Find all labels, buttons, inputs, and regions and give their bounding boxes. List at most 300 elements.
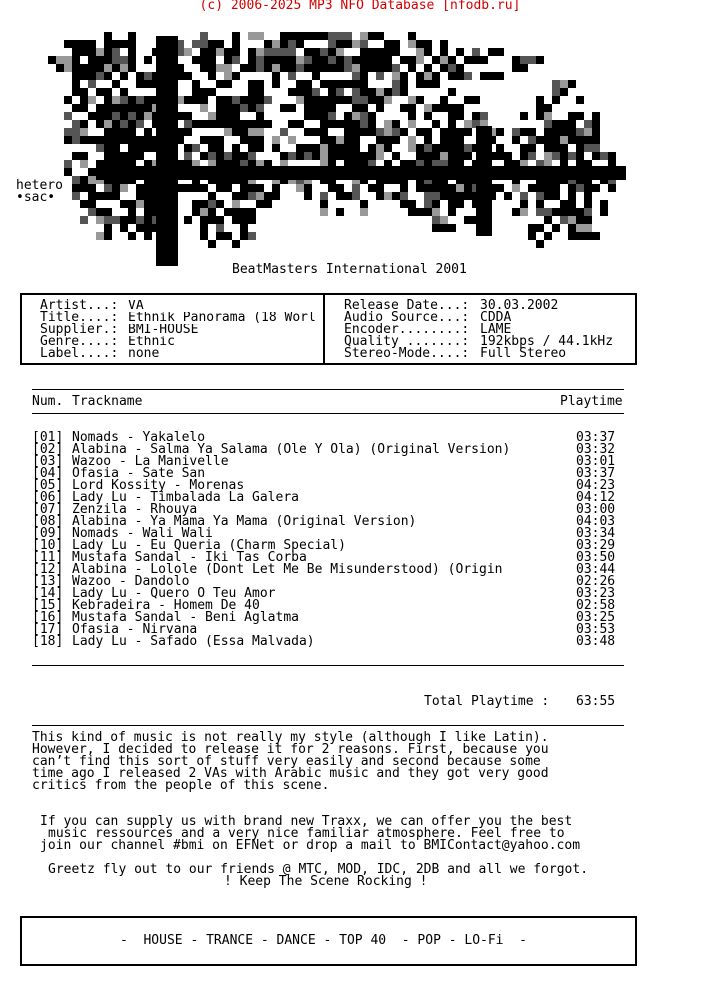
- ascii-block: [112, 144, 120, 152]
- ascii-block: [200, 184, 208, 192]
- ascii-block: [336, 88, 344, 96]
- ascii-block: [64, 64, 72, 72]
- ascii-block: [512, 184, 520, 192]
- ascii-block: [320, 48, 328, 56]
- ascii-block: [360, 40, 368, 48]
- ascii-block: [320, 136, 328, 144]
- ascii-block: [432, 104, 440, 112]
- ascii-block: [552, 152, 560, 160]
- ascii-block: [592, 136, 600, 144]
- total-playtime-label: Total Playtime :: [424, 694, 550, 709]
- ascii-block: [80, 64, 88, 72]
- ascii-block: [312, 48, 320, 56]
- track-name: Lady Lu - Quero O Teu Amor: [72, 586, 276, 601]
- ascii-block: [120, 72, 128, 80]
- ascii-block: [424, 112, 432, 120]
- ascii-block: [128, 136, 136, 144]
- ascii-block: [584, 200, 592, 208]
- info-label: Stereo-Mode....:: [344, 346, 470, 361]
- ascii-block: [424, 80, 432, 88]
- ascii-block: [456, 184, 464, 192]
- ascii-block: [456, 152, 464, 160]
- ascii-block: [360, 32, 368, 40]
- ascii-block: [424, 192, 432, 200]
- ascii-block: [440, 184, 448, 192]
- ascii-block: [432, 216, 440, 224]
- ascii-block: [448, 72, 456, 80]
- ascii-block: [416, 48, 424, 56]
- ascii-block: [184, 48, 192, 56]
- ascii-block: [360, 200, 368, 208]
- ascii-block: [336, 184, 344, 192]
- ascii-block: [320, 120, 328, 128]
- ascii-block: [96, 208, 104, 216]
- ascii-block: [136, 200, 144, 208]
- ascii-block: [576, 96, 584, 104]
- ascii-block: [184, 112, 192, 120]
- ascii-block: [576, 232, 584, 240]
- ascii-block: [144, 128, 152, 136]
- ascii-block: [408, 208, 416, 216]
- ascii-block: [416, 40, 424, 48]
- track-name: Alabina - Ya Mama Ya Mama (Original Version): [72, 514, 417, 529]
- track-name: Ofasia - Sate San: [72, 466, 206, 481]
- ascii-block: [336, 40, 344, 48]
- ascii-block: [576, 152, 584, 160]
- ascii-block: [248, 32, 256, 40]
- ascii-block: [384, 96, 392, 104]
- ascii-block: [208, 40, 216, 48]
- ascii-block: [192, 96, 200, 104]
- ascii-block: [560, 136, 568, 144]
- credit-line-1: hetero: [16, 178, 63, 193]
- ascii-block: [392, 128, 400, 136]
- ascii-block: [432, 56, 440, 64]
- ascii-block: [448, 224, 456, 232]
- ascii-block: [272, 40, 280, 48]
- ascii-block: [208, 240, 216, 248]
- ascii-block: [408, 200, 416, 208]
- notes-line: If you can supply us with brand new Traxx, we can offer you the best: [40, 814, 573, 829]
- ascii-block: [344, 96, 352, 104]
- ascii-block: [64, 56, 72, 64]
- ascii-block: [432, 224, 440, 232]
- ascii-block: [248, 192, 256, 200]
- ascii-block: [120, 128, 128, 136]
- ascii-block: [448, 200, 456, 208]
- ascii-block: [80, 216, 88, 224]
- ascii-block: [496, 128, 504, 136]
- ascii-block: [80, 152, 88, 160]
- ascii-block: [128, 232, 136, 240]
- ascii-block: [520, 64, 528, 72]
- ascii-block: [496, 144, 504, 152]
- ascii-block: [80, 176, 88, 184]
- track-name: Zenzila - Rhouya: [72, 502, 198, 517]
- ascii-block: [536, 56, 544, 64]
- col-num-header: Num.: [32, 394, 64, 409]
- ascii-block: [96, 88, 104, 96]
- ascii-block: [112, 184, 120, 192]
- ascii-block: [216, 64, 224, 72]
- ascii-block: [64, 112, 72, 120]
- ascii-block: [384, 48, 392, 56]
- ascii-block: [80, 96, 88, 104]
- ascii-block: [200, 32, 208, 40]
- ascii-block: [112, 216, 120, 224]
- ascii-block: [104, 112, 112, 120]
- ascii-block: [120, 88, 128, 96]
- ascii-block: [64, 168, 72, 176]
- ascii-block: [536, 224, 544, 232]
- ascii-block: [128, 48, 136, 56]
- ascii-block: [584, 216, 592, 224]
- ascii-block: [328, 40, 336, 48]
- ascii-block: [80, 104, 88, 112]
- ascii-block: [280, 40, 288, 48]
- ascii-block: [296, 120, 304, 128]
- ascii-block: [72, 88, 80, 96]
- ascii-block: [336, 48, 344, 56]
- ascii-block: [256, 88, 264, 96]
- ascii-block: [432, 152, 440, 160]
- ascii-block: [472, 48, 480, 56]
- ascii-block: [480, 56, 488, 64]
- ascii-block: [560, 128, 568, 136]
- track-name: Alabina - Salma Ya Salama (Ole Y Ola) (Original Version): [72, 442, 511, 457]
- ascii-block: [264, 200, 272, 208]
- ascii-block: [544, 144, 552, 152]
- info-label: Supplier.:: [40, 322, 119, 337]
- track-time: 03:37: [576, 430, 616, 445]
- ascii-block: [72, 40, 80, 48]
- ascii-block: [144, 208, 152, 216]
- ascii-block: [120, 184, 128, 192]
- ascii-block: [336, 64, 344, 72]
- ascii-block: [288, 48, 296, 56]
- ascii-block: [112, 128, 120, 136]
- track-name: Wazoo - Dandolo: [72, 574, 190, 589]
- ascii-block: [568, 192, 576, 200]
- ascii-block: [552, 192, 560, 200]
- ascii-block: [240, 128, 248, 136]
- ascii-block: [440, 56, 448, 64]
- ascii-block: [552, 120, 560, 128]
- ascii-block: [104, 224, 112, 232]
- ascii-block: [432, 200, 440, 208]
- ascii-block: [216, 40, 224, 48]
- ascii-block: [88, 80, 96, 88]
- ascii-block: [472, 112, 480, 120]
- ascii-block: [112, 104, 120, 112]
- divider: [32, 665, 624, 666]
- ascii-block: [104, 72, 112, 80]
- ascii-block: [184, 184, 192, 192]
- track-name: Alabina - Lolole (Dont Let Me Be Misunderstood) (Origin: [72, 562, 503, 577]
- ascii-block: [256, 32, 264, 40]
- ascii-block: [208, 120, 216, 128]
- ascii-block: [208, 152, 216, 160]
- ascii-block: [424, 144, 432, 152]
- ascii-block: [352, 72, 360, 80]
- ascii-block: [192, 120, 200, 128]
- ascii-block: [128, 104, 136, 112]
- ascii-block: [144, 136, 152, 144]
- ascii-block: [104, 208, 112, 216]
- ascii-block: [280, 64, 288, 72]
- ascii-block: [192, 200, 200, 208]
- ascii-block: [328, 48, 336, 56]
- ascii-block: [560, 80, 568, 88]
- ascii-block: [384, 136, 392, 144]
- ascii-block: [400, 72, 408, 80]
- ascii-block: [120, 96, 128, 104]
- ascii-block: [456, 136, 464, 144]
- ascii-block: [536, 184, 544, 192]
- info-value: Ethnik Panorama (18 Worl: [128, 312, 316, 324]
- ascii-block: [248, 232, 256, 240]
- ascii-block: [360, 208, 368, 216]
- ascii-block: [392, 64, 400, 72]
- ascii-block: [456, 128, 464, 136]
- ascii-block: [476, 126, 492, 236]
- ascii-block: [448, 64, 456, 72]
- ascii-block: [376, 152, 384, 160]
- track-number: [03]: [32, 454, 64, 469]
- ascii-block: [128, 56, 136, 64]
- ascii-block: [240, 232, 248, 240]
- ascii-block: [544, 104, 552, 112]
- ascii-block: [304, 96, 312, 104]
- ascii-block: [592, 152, 600, 160]
- ascii-block: [560, 200, 568, 208]
- ascii-block: [416, 152, 424, 160]
- ascii-block: [272, 64, 280, 72]
- ascii-block: [360, 112, 368, 120]
- ascii-block: [384, 144, 392, 152]
- ascii-block: [584, 232, 592, 240]
- ascii-block: [120, 136, 128, 144]
- ascii-block: [232, 128, 240, 136]
- ascii-block: [496, 48, 504, 56]
- ascii-block: [184, 144, 192, 152]
- ascii-block: [592, 120, 600, 128]
- track-time: 03:37: [576, 466, 616, 481]
- ascii-block: [240, 216, 248, 224]
- ascii-block: [96, 56, 104, 64]
- ascii-block: [376, 184, 384, 192]
- ascii-block: [136, 152, 144, 160]
- ascii-block: [464, 96, 472, 104]
- ascii-block: [128, 216, 136, 224]
- ascii-block: [88, 48, 96, 56]
- ascii-block: [424, 136, 432, 144]
- ascii-block: [72, 120, 80, 128]
- track-name: Mustafa Sandal - Iki Tas Corba: [72, 550, 307, 565]
- ascii-block: [72, 104, 80, 112]
- ascii-block: [232, 56, 240, 64]
- track-number: [06]: [32, 490, 64, 505]
- ascii-block: [232, 96, 240, 104]
- ascii-block: [216, 200, 224, 208]
- ascii-block: [560, 120, 568, 128]
- ascii-block: [208, 192, 216, 200]
- ascii-block: [536, 240, 544, 248]
- ascii-block: [528, 152, 536, 160]
- ascii-block: [304, 192, 312, 200]
- ascii-block: [120, 200, 128, 208]
- info-value: BMI-HOUSE: [128, 324, 199, 336]
- ascii-block: [144, 184, 152, 192]
- ascii-block: [240, 224, 248, 232]
- ascii-block: [96, 232, 104, 240]
- ascii-block: [552, 208, 560, 216]
- ascii-block: [416, 56, 424, 64]
- ascii-block: [104, 32, 112, 40]
- ascii-block: [232, 104, 240, 112]
- ascii-block: [224, 104, 232, 112]
- ascii-block: [440, 96, 448, 104]
- ascii-block: [200, 104, 208, 112]
- ascii-block: [424, 72, 432, 80]
- ascii-block: [368, 144, 376, 152]
- ascii-block: [208, 72, 216, 80]
- info-value: Ethnic: [128, 336, 175, 348]
- ascii-block: [216, 232, 224, 240]
- ascii-block: [344, 64, 352, 72]
- ascii-block: [568, 80, 576, 88]
- ascii-block: [120, 104, 128, 112]
- ascii-block: [104, 64, 112, 72]
- ascii-block: [352, 128, 360, 136]
- track-time: 02:26: [576, 574, 616, 589]
- ascii-block: [240, 208, 248, 216]
- ascii-block: [280, 152, 288, 160]
- ascii-block: [216, 96, 224, 104]
- ascii-block: [128, 120, 136, 128]
- ascii-block: [512, 64, 520, 72]
- ascii-block: [72, 80, 80, 88]
- ascii-block: [128, 128, 136, 136]
- ascii-block: [456, 64, 464, 72]
- ascii-block: [456, 72, 464, 80]
- ascii-block: [88, 176, 96, 184]
- ascii-block: [552, 96, 560, 104]
- track-number: [02]: [32, 442, 64, 457]
- ascii-block: [224, 56, 232, 64]
- ascii-block: [296, 64, 304, 72]
- ascii-block: [288, 64, 296, 72]
- ascii-block: [256, 128, 264, 136]
- ascii-block: [376, 48, 384, 56]
- ascii-block: [328, 136, 336, 144]
- ascii-block: [136, 136, 144, 144]
- ascii-block: [120, 216, 128, 224]
- ascii-block: [272, 184, 280, 192]
- ascii-block: [104, 48, 112, 56]
- ascii-block: [200, 96, 208, 104]
- ascii-block: [560, 144, 568, 152]
- ascii-block: [352, 112, 360, 120]
- ascii-block: [464, 184, 472, 192]
- ascii-block: [352, 80, 360, 88]
- ascii-block: [56, 64, 64, 72]
- track-time: 03:44: [576, 562, 616, 577]
- ascii-block: [64, 96, 72, 104]
- ascii-block: [224, 232, 232, 240]
- ascii-block: [272, 144, 280, 152]
- ascii-block: [200, 208, 208, 216]
- track-name: Nomads - Yakalelo: [72, 430, 206, 445]
- ascii-block: [88, 200, 96, 208]
- ascii-block: [392, 136, 400, 144]
- ascii-block: [144, 112, 152, 120]
- ascii-block: [576, 136, 584, 144]
- ascii-block: [352, 40, 360, 48]
- ascii-block: [448, 56, 456, 64]
- ascii-block: [360, 72, 368, 80]
- track-time: 03:01: [576, 454, 616, 469]
- divider: [32, 389, 624, 390]
- ascii-block: [408, 104, 416, 112]
- ascii-block: [296, 88, 304, 96]
- ascii-block: [496, 184, 504, 192]
- ascii-block: [448, 136, 456, 144]
- ascii-block: [352, 184, 360, 192]
- ascii-block: [320, 32, 328, 40]
- ascii-block: [112, 96, 120, 104]
- ascii-block: [560, 152, 568, 160]
- ascii-block: [544, 120, 552, 128]
- ascii-block: [216, 104, 224, 112]
- ascii-block: [144, 192, 152, 200]
- ascii-block: [592, 184, 600, 192]
- ascii-block: [112, 152, 120, 160]
- notes-line: However, I decided to release it for 2 reasons. First, because you: [32, 742, 549, 757]
- ascii-block: [392, 120, 400, 128]
- ascii-block: [408, 112, 416, 120]
- ascii-block: [72, 136, 80, 144]
- track-time: 04:12: [576, 490, 616, 505]
- ascii-block: [280, 48, 288, 56]
- ascii-block: [248, 120, 256, 128]
- ascii-block: [408, 144, 416, 152]
- ascii-block: [248, 80, 256, 88]
- ascii-block: [320, 104, 328, 112]
- ascii-block: [184, 96, 192, 104]
- ascii-block: [520, 144, 528, 152]
- ascii-block: [256, 56, 264, 64]
- ascii-block: [584, 208, 592, 216]
- ascii-block: [304, 32, 312, 40]
- notes-line: This kind of music is not really my style (although I like Latin).: [32, 730, 549, 745]
- ascii-block: [208, 136, 216, 144]
- ascii-block: [104, 184, 112, 192]
- ascii-block: [144, 216, 152, 224]
- ascii-block: [512, 128, 520, 136]
- ascii-block: [136, 104, 144, 112]
- ascii-block: [488, 72, 496, 80]
- ascii-block: [200, 216, 208, 224]
- ascii-block: [96, 144, 104, 152]
- divider: [32, 725, 624, 726]
- ascii-block: [232, 208, 240, 216]
- ascii-block: [592, 232, 600, 240]
- ascii-block: [608, 184, 616, 192]
- ascii-block: [352, 144, 360, 152]
- ascii-block: [296, 96, 304, 104]
- info-divider: [323, 293, 325, 365]
